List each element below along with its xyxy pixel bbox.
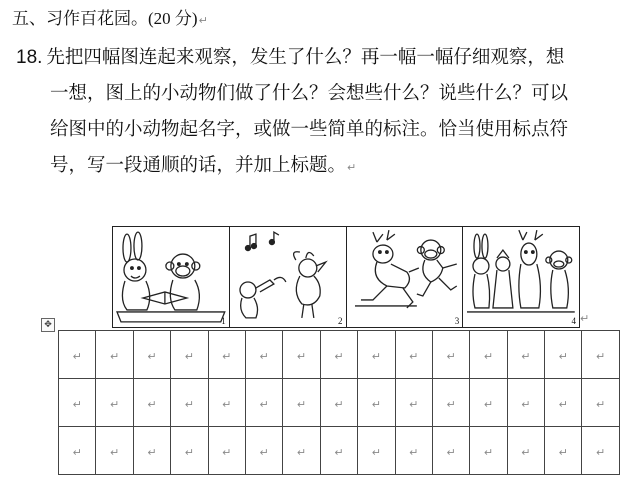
writing-grid[interactable]	[58, 330, 620, 475]
grid-cell[interactable]	[582, 331, 619, 379]
animal-friends-group-illustration	[463, 227, 579, 327]
rabbit-and-monkey-reading-illustration	[113, 227, 229, 327]
paragraph-mark: ↵	[198, 14, 208, 27]
grid-cell[interactable]	[283, 427, 320, 475]
cell-paragraph-mark: ↵	[558, 398, 568, 411]
cell-paragraph-mark: ↵	[483, 350, 494, 363]
grid-cell[interactable]	[358, 379, 395, 427]
question-text-line: 号，写一段通顺的话，并加上标题。	[50, 155, 347, 176]
cell-paragraph-mark: ↵	[334, 446, 344, 459]
grid-cell[interactable]	[507, 379, 544, 427]
panel-number: 2	[338, 316, 343, 326]
grid-cell[interactable]	[245, 427, 282, 475]
comic-panel-1	[113, 227, 230, 327]
question-text-line: 一想，图上的小动物们做了什么？会想些什么？说些什么？可以	[50, 83, 569, 104]
cell-paragraph-mark: ↵	[596, 350, 606, 363]
cell-paragraph-mark: ↵	[371, 350, 381, 363]
grid-cell[interactable]	[432, 331, 469, 379]
section-title-text: 五、习作百花园。	[12, 9, 148, 29]
cell-paragraph-mark: ↵	[72, 398, 82, 411]
deer-and-monkey-running-illustration	[347, 227, 463, 327]
cell-paragraph-mark: ↵	[109, 446, 120, 459]
cell-paragraph-mark: ↵	[296, 350, 307, 363]
cell-paragraph-mark: ↵	[109, 398, 120, 411]
cell-paragraph-mark: ↵	[558, 350, 568, 363]
grid-cell[interactable]	[507, 427, 544, 475]
grid-cell[interactable]	[320, 331, 357, 379]
cell-paragraph-mark: ↵	[596, 446, 606, 459]
cell-paragraph-mark: ↵	[409, 446, 419, 459]
table-move-handle-icon[interactable]: ✥	[41, 318, 55, 332]
question-line-4	[16, 152, 636, 188]
paragraph-mark: ↵	[580, 312, 590, 325]
singing-bird-and-monkey-illustration	[230, 227, 346, 327]
grid-cell[interactable]	[432, 379, 469, 427]
panel-number: 1	[221, 316, 226, 326]
cell-paragraph-mark: ↵	[259, 446, 269, 459]
grid-cell[interactable]	[582, 379, 619, 427]
cell-paragraph-mark: ↵	[521, 350, 531, 363]
grid-cell[interactable]	[283, 379, 320, 427]
question-line-2	[16, 80, 636, 116]
grid-cell[interactable]	[545, 427, 582, 475]
cell-paragraph-mark: ↵	[184, 398, 194, 411]
cell-paragraph-mark: ↵	[446, 446, 456, 459]
cell-paragraph-mark: ↵	[521, 398, 531, 411]
cell-paragraph-mark: ↵	[222, 398, 232, 411]
question-text-line: 给图中的小动物起名字，或做一些简单的标注。恰当使用标点符	[50, 119, 569, 140]
cell-paragraph-mark: ↵	[446, 398, 456, 411]
cell-paragraph-mark: ↵	[483, 446, 494, 459]
grid-cell[interactable]	[358, 331, 395, 379]
grid-cell[interactable]	[59, 379, 96, 427]
question-line-1	[16, 44, 636, 80]
grid-cell[interactable]	[395, 427, 432, 475]
paragraph-mark: ↵	[347, 161, 357, 174]
grid-cell[interactable]	[133, 379, 170, 427]
grid-cell[interactable]	[171, 379, 208, 427]
cell-paragraph-mark: ↵	[296, 398, 307, 411]
grid-row	[59, 427, 620, 475]
cell-paragraph-mark: ↵	[334, 350, 344, 363]
grid-cell[interactable]	[470, 427, 507, 475]
cell-paragraph-mark: ↵	[72, 350, 82, 363]
cell-paragraph-mark: ↵	[147, 446, 157, 459]
grid-cell[interactable]	[171, 427, 208, 475]
grid-cell[interactable]	[171, 331, 208, 379]
grid-row	[59, 331, 620, 379]
grid-cell[interactable]	[545, 331, 582, 379]
grid-cell[interactable]	[245, 331, 282, 379]
grid-cell[interactable]	[208, 331, 245, 379]
cell-paragraph-mark: ↵	[371, 446, 381, 459]
cell-paragraph-mark: ↵	[409, 350, 419, 363]
cell-paragraph-mark: ↵	[222, 350, 232, 363]
cell-paragraph-mark: ↵	[558, 446, 568, 459]
cell-paragraph-mark: ↵	[446, 350, 456, 363]
section-score: (20 分)	[148, 9, 198, 28]
grid-row	[59, 379, 620, 427]
question-text-line: 先把四幅图连起来观察，发生了什么？再一幅一幅仔细观察，想	[46, 47, 565, 68]
grid-cell[interactable]	[320, 379, 357, 427]
grid-cell[interactable]	[208, 379, 245, 427]
grid-cell[interactable]	[470, 379, 507, 427]
grid-cell[interactable]	[133, 427, 170, 475]
cell-paragraph-mark: ↵	[184, 350, 194, 363]
cell-paragraph-mark: ↵	[409, 398, 419, 411]
grid-cell[interactable]	[320, 427, 357, 475]
grid-cell[interactable]	[59, 427, 96, 475]
cell-paragraph-mark: ↵	[521, 446, 531, 459]
grid-cell[interactable]	[133, 331, 170, 379]
cell-paragraph-mark: ↵	[184, 446, 194, 459]
grid-cell[interactable]	[395, 331, 432, 379]
cell-paragraph-mark: ↵	[296, 446, 307, 459]
grid-cell[interactable]	[96, 379, 133, 427]
grid-cell[interactable]	[208, 427, 245, 475]
question-18	[16, 44, 636, 188]
grid-cell[interactable]	[582, 427, 619, 475]
grid-cell[interactable]	[470, 331, 507, 379]
grid-cell[interactable]	[432, 427, 469, 475]
cell-paragraph-mark: ↵	[483, 398, 494, 411]
cell-paragraph-mark: ↵	[72, 446, 82, 459]
cell-paragraph-mark: ↵	[259, 350, 269, 363]
cell-paragraph-mark: ↵	[334, 398, 344, 411]
grid-cell[interactable]	[96, 331, 133, 379]
cell-paragraph-mark: ↵	[222, 446, 232, 459]
comic-panel-4	[463, 227, 579, 327]
cell-paragraph-mark: ↵	[596, 398, 606, 411]
grid-cell[interactable]	[358, 427, 395, 475]
question-number: 18.	[16, 47, 43, 68]
cell-paragraph-mark: ↵	[109, 350, 120, 363]
grid-cell[interactable]	[507, 331, 544, 379]
grid-cell[interactable]	[96, 427, 133, 475]
panel-number: 3	[454, 316, 460, 326]
panel-number: 4	[571, 316, 576, 326]
grid-cell[interactable]	[395, 379, 432, 427]
comic-strip	[112, 226, 580, 328]
cell-paragraph-mark: ↵	[147, 350, 157, 363]
comic-panel-2	[230, 227, 347, 327]
grid-cell[interactable]	[283, 331, 320, 379]
cell-paragraph-mark: ↵	[147, 398, 157, 411]
cell-paragraph-mark: ↵	[371, 398, 381, 411]
grid-cell[interactable]	[545, 379, 582, 427]
question-line-3	[16, 116, 636, 152]
cell-paragraph-mark: ↵	[259, 398, 269, 411]
comic-panel-3	[347, 227, 464, 327]
grid-cell[interactable]	[245, 379, 282, 427]
section-title	[12, 4, 208, 29]
grid-cell[interactable]	[59, 331, 96, 379]
